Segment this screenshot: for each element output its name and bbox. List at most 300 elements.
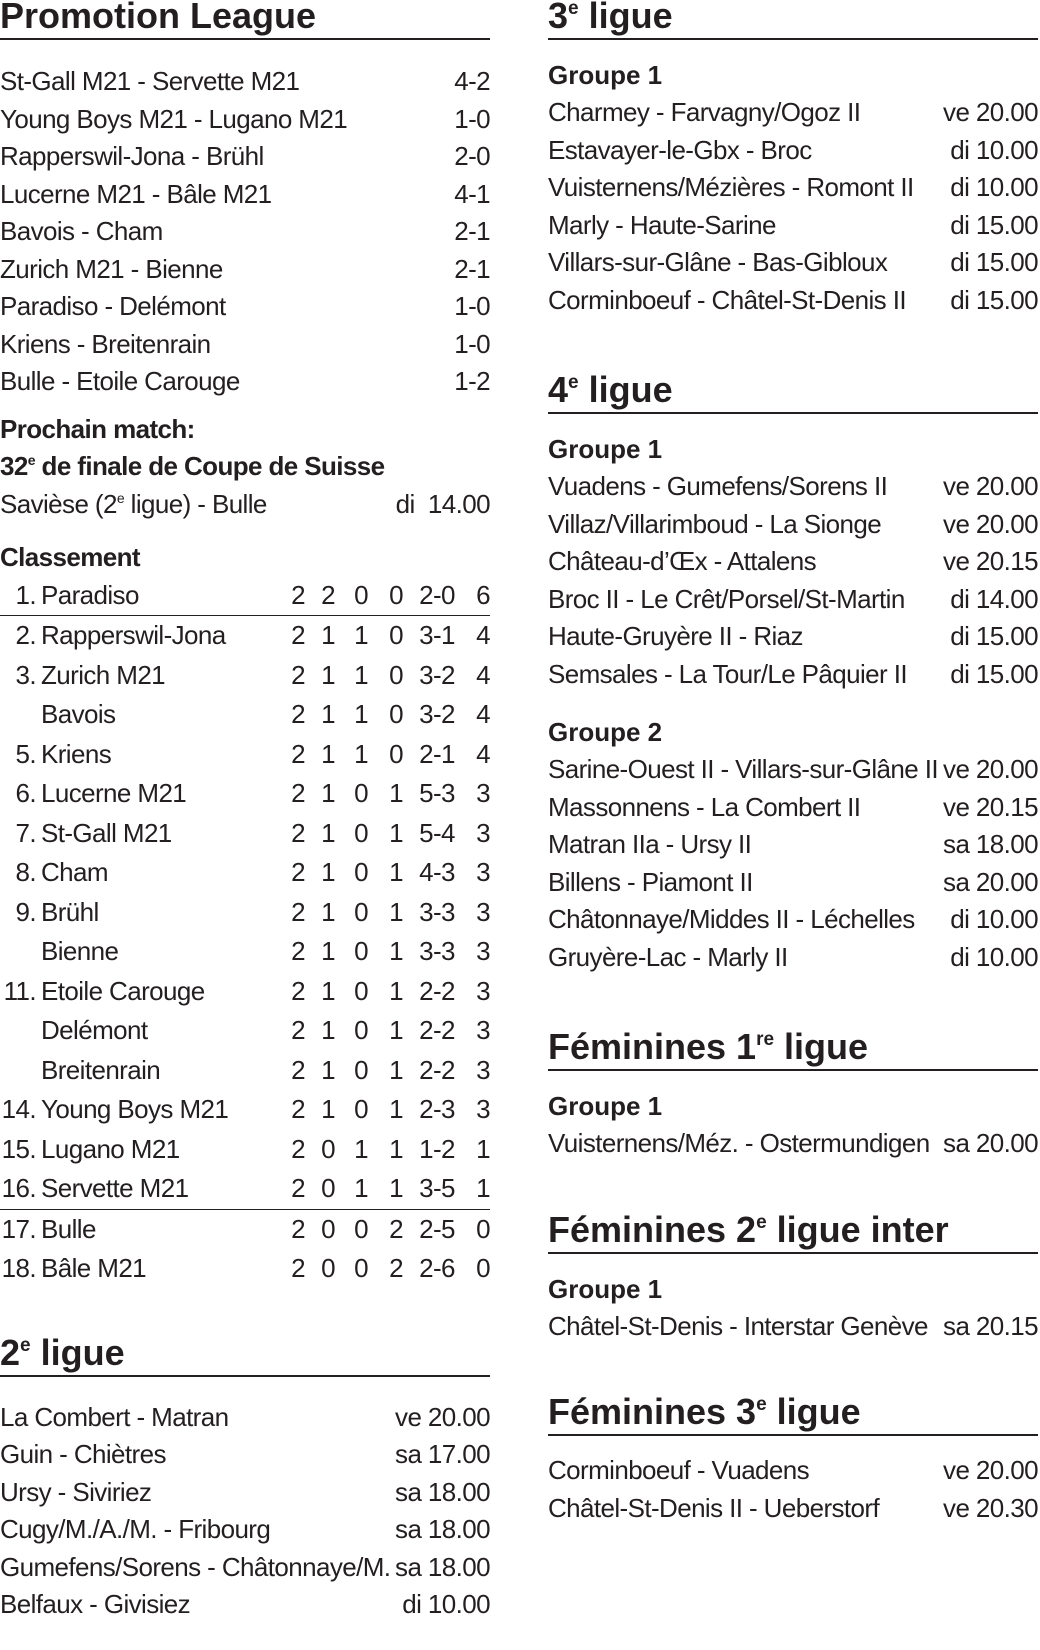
standings-p: 2 — [291, 620, 305, 650]
standings-team: Breitenrain — [41, 1054, 161, 1085]
standings-row — [0, 893, 490, 933]
standings-d: 0 — [354, 1094, 368, 1124]
standings-p: 2 — [291, 1015, 305, 1045]
standings-row — [0, 656, 490, 696]
match-teams: Sarine-Ouest II - Villars-sur-Glâne II — [548, 754, 938, 784]
standings-g: 2-2 — [419, 1015, 455, 1045]
match-teams: Estavayer-le-Gbx - Broc — [548, 134, 812, 165]
ligue4-rest: ligue — [578, 369, 673, 410]
standings-rank: 16. — [1, 1173, 36, 1203]
standings-d: 1 — [354, 620, 368, 650]
cup-ordinal: 32 — [0, 451, 28, 481]
standings-rank: 2. — [15, 620, 36, 650]
ligue3-title — [548, 0, 1038, 40]
match-row — [548, 282, 1038, 320]
match-teams: Matran IIa - Ursy II — [548, 829, 752, 859]
standings-p: 2 — [291, 659, 305, 690]
standings-w: 1 — [321, 896, 335, 927]
standings-rank: 17. — [1, 1213, 36, 1244]
promotion-league-results — [0, 63, 490, 401]
standings-l: 2 — [389, 1253, 403, 1283]
standings-pts: 4 — [476, 659, 490, 690]
standings-rank: 11. — [3, 975, 36, 1006]
match-time: di 10.00 — [950, 134, 1038, 165]
standings-d: 1 — [354, 1133, 368, 1164]
standings-team: Brühl — [41, 896, 99, 927]
standings-p: 2 — [291, 1213, 305, 1244]
standings-pts: 4 — [476, 620, 490, 650]
fem3-rest: ligue — [766, 1391, 861, 1432]
match-row — [0, 1549, 490, 1587]
fem2-matches — [548, 1308, 1038, 1346]
standings-g: 2-3 — [419, 1094, 455, 1124]
match-row — [548, 789, 1038, 827]
standings-w: 0 — [321, 1133, 335, 1164]
ligue2-num: 2 — [0, 1331, 21, 1373]
match-time: ve 20.00 — [943, 754, 1038, 784]
match-teams: Châtel-St-Denis - Interstar Genève — [548, 1310, 928, 1341]
fem1-title — [548, 1027, 1038, 1071]
match-row — [0, 363, 490, 401]
standings-team: Cham — [41, 857, 108, 887]
fem3-pre: Féminines 3 — [548, 1391, 757, 1432]
match-teams: Young Boys M21 - Lugano M21 — [0, 103, 348, 134]
standings-g: 5-3 — [419, 778, 455, 808]
ligue2-sup: e — [20, 1334, 31, 1356]
standings-rank: 1. — [15, 579, 36, 610]
standings-row — [0, 853, 490, 893]
standings-w: 1 — [321, 975, 335, 1006]
standings-rank: 9. — [15, 896, 36, 927]
match-row — [0, 63, 490, 101]
match-row — [0, 1474, 490, 1512]
standings-row — [0, 972, 490, 1012]
standings-d: 1 — [354, 738, 368, 769]
standings-l: 0 — [389, 738, 403, 769]
match-teams: Guin - Chiètres — [0, 1439, 166, 1469]
standings-pts: 3 — [476, 975, 490, 1006]
match-row — [548, 244, 1038, 282]
match-row — [0, 1511, 490, 1549]
promotion-league-title — [0, 0, 490, 40]
next-team-sup: e — [116, 489, 125, 506]
standings-g: 3-2 — [419, 659, 455, 690]
match-teams: Gumefens/Sorens - Châtonnaye/M. — [0, 1551, 391, 1582]
standings-team: Zurich M21 — [41, 659, 166, 690]
match-teams: Marly - Haute-Sarine — [548, 209, 776, 240]
standings-w: 1 — [321, 738, 335, 769]
standings-p: 2 — [291, 738, 305, 769]
match-time: sa 18.00 — [395, 1476, 490, 1507]
match-row — [548, 132, 1038, 170]
match-row — [548, 751, 1038, 789]
next-team-b: ligue) - Bulle — [124, 488, 267, 519]
standings-p: 2 — [291, 1253, 305, 1283]
standings-row — [0, 814, 490, 854]
match-time: di 15.00 — [950, 284, 1038, 315]
standings-p: 2 — [291, 857, 305, 887]
standings-w: 0 — [321, 1253, 335, 1283]
standings-d: 0 — [354, 1213, 368, 1244]
standings-l: 1 — [389, 1015, 403, 1045]
standings-p: 2 — [291, 936, 305, 966]
standings-g: 4-3 — [419, 857, 455, 887]
standings-l: 1 — [389, 1094, 403, 1124]
ligue4-sup: e — [568, 372, 579, 393]
standings-g: 2-5 — [419, 1213, 455, 1244]
match-time: di 10.00 — [950, 904, 1038, 934]
standings-row — [0, 932, 490, 972]
standings-g: 3-1 — [419, 620, 455, 650]
ligue3-sup: e — [568, 0, 579, 19]
match-row — [548, 1452, 1038, 1490]
standings-pts: 0 — [476, 1213, 490, 1244]
ligue3-matches — [548, 94, 1038, 319]
match-teams: Lucerne M21 - Bâle M21 — [0, 178, 272, 209]
standings-pts: 1 — [476, 1133, 490, 1164]
match-teams: Kriens - Breitenrain — [0, 328, 211, 359]
standings-w: 1 — [321, 857, 335, 887]
standings-g: 1-2 — [419, 1133, 455, 1164]
match-time: di 15.00 — [950, 247, 1038, 277]
match-row — [548, 939, 1038, 977]
match-time: di 15.00 — [950, 658, 1038, 689]
left-column — [0, 0, 490, 1624]
ligue4-group2-matches — [548, 751, 1038, 976]
standings-g: 5-4 — [419, 817, 455, 848]
match-score: 2-1 — [454, 253, 490, 284]
match-row — [0, 213, 490, 251]
match-teams: Belfaux - Givisiez — [0, 1589, 191, 1619]
ligue2-rest: ligue — [30, 1331, 125, 1373]
fem1-group-heading: Groupe 1 — [548, 1091, 663, 1121]
standings-pts: 3 — [476, 1094, 490, 1124]
ligue4-num: 4 — [548, 369, 569, 410]
standings-p: 2 — [291, 1054, 305, 1085]
next-match-time: di 14.00 — [395, 488, 490, 519]
standings-l: 1 — [389, 857, 403, 887]
match-teams: Château-d’Œx - Attalens — [548, 546, 817, 576]
standings-g: 2-6 — [419, 1253, 455, 1283]
standings-row — [0, 1249, 490, 1289]
standings-g: 3-2 — [419, 699, 455, 729]
next-match-teams — [0, 486, 267, 524]
match-time: di 10.00 — [950, 172, 1038, 202]
standings-rank: 6. — [15, 778, 36, 808]
standings-l: 0 — [389, 579, 403, 610]
standings-d: 0 — [354, 1054, 368, 1085]
match-score: 2-0 — [454, 141, 490, 171]
ligue4-group1-heading: Groupe 1 — [548, 434, 663, 464]
standings-row — [0, 735, 490, 775]
standings-pts: 3 — [476, 817, 490, 848]
match-time: sa 17.00 — [395, 1439, 490, 1469]
standings-pts: 3 — [476, 936, 490, 966]
standings-p: 2 — [291, 1133, 305, 1164]
ligue3-rest: ligue — [578, 0, 673, 36]
standings-d: 0 — [354, 1015, 368, 1045]
match-teams: Gruyère-Lac - Marly II — [548, 941, 788, 972]
match-score: 1-0 — [454, 291, 490, 321]
match-row — [0, 101, 490, 139]
fem1-pre: Féminines 1 — [548, 1026, 757, 1067]
standings-d: 0 — [354, 896, 368, 927]
standings-p: 2 — [291, 699, 305, 729]
match-teams: Cugy/M./A./M. - Fribourg — [0, 1514, 271, 1544]
match-row — [548, 826, 1038, 864]
match-row — [0, 288, 490, 326]
standings-w: 0 — [321, 1173, 335, 1203]
match-time: ve 20.00 — [943, 508, 1038, 539]
ligue4-group1-matches — [548, 468, 1038, 693]
standings-row — [0, 1210, 490, 1250]
standings-d: 1 — [354, 699, 368, 729]
fem2-title — [548, 1210, 1038, 1254]
match-time: di 15.00 — [950, 621, 1038, 651]
standings-l: 1 — [389, 817, 403, 848]
standings-table — [0, 576, 490, 1289]
standings-rank: 15. — [1, 1133, 36, 1164]
standings-row — [0, 695, 490, 735]
match-time: sa 20.00 — [943, 1128, 1038, 1158]
standings-label: Classement — [0, 542, 140, 572]
match-row — [0, 1436, 490, 1474]
match-time: ve 20.00 — [943, 471, 1038, 501]
match-teams: Broc II - Le Crêt/Porsel/St-Martin — [548, 583, 905, 614]
match-teams: Châtel-St-Denis II - Ueberstorf — [548, 1492, 880, 1523]
match-time: sa 20.00 — [943, 866, 1038, 897]
standings-team: Young Boys M21 — [41, 1094, 229, 1124]
promotion-league-title-text: Promotion League — [0, 0, 317, 36]
match-row — [548, 94, 1038, 132]
standings-team: Bulle — [41, 1213, 96, 1244]
match-teams: Semsales - La Tour/Le Pâquier II — [548, 658, 907, 689]
standings-g: 3-3 — [419, 936, 455, 966]
standings-l: 1 — [389, 1054, 403, 1085]
standings-row — [0, 1090, 490, 1130]
standings-pts: 1 — [476, 1173, 490, 1203]
standings-rank: 5. — [15, 738, 36, 769]
match-score: 1-2 — [454, 366, 490, 396]
ligue4-group2-heading: Groupe 2 — [548, 717, 663, 747]
match-teams: Bavois - Cham — [0, 216, 163, 246]
standings-w: 2 — [321, 579, 335, 610]
match-row — [0, 138, 490, 176]
standings-row — [0, 1011, 490, 1051]
match-teams: Rapperswil-Jona - Brühl — [0, 141, 264, 171]
match-row — [548, 543, 1038, 581]
cup-round-heading — [0, 448, 490, 486]
standings-w: 1 — [321, 699, 335, 729]
match-teams: Corminboeuf - Vuadens — [548, 1455, 810, 1485]
match-teams: Vuadens - Gumefens/Sorens II — [548, 471, 888, 501]
match-teams: Paradiso - Delémont — [0, 291, 226, 321]
match-row — [548, 901, 1038, 939]
standings-w: 1 — [321, 1015, 335, 1045]
fem3-matches — [548, 1452, 1038, 1527]
match-time: ve 20.00 — [943, 97, 1038, 127]
standings-team: Rapperswil-Jona — [41, 620, 226, 650]
match-row — [548, 618, 1038, 656]
match-teams: Corminboeuf - Châtel-St-Denis II — [548, 284, 906, 315]
standings-l: 0 — [389, 620, 403, 650]
standings-w: 0 — [321, 1213, 335, 1244]
standings-p: 2 — [291, 817, 305, 848]
standings-team: St-Gall M21 — [41, 817, 172, 848]
standings-l: 1 — [389, 1133, 403, 1164]
match-time: sa 20.15 — [943, 1310, 1038, 1341]
standings-p: 2 — [291, 1173, 305, 1203]
standings-l: 1 — [389, 936, 403, 966]
match-score: 1-0 — [454, 103, 490, 134]
match-teams: Haute-Gruyère II - Riaz — [548, 621, 803, 651]
standings-d: 1 — [354, 1173, 368, 1203]
match-teams: Charmey - Farvagny/Ogoz II — [548, 97, 861, 127]
match-row — [0, 1399, 490, 1437]
standings-pts: 0 — [476, 1253, 490, 1283]
match-time: sa 18.00 — [943, 829, 1038, 859]
match-time: sa 18.00 — [395, 1551, 490, 1582]
standings-d: 0 — [354, 1253, 368, 1283]
match-teams: Massonnens - La Combert II — [548, 791, 861, 822]
match-teams: Ursy - Siviriez — [0, 1476, 152, 1507]
match-row — [548, 1308, 1038, 1346]
match-time: ve 20.30 — [943, 1492, 1038, 1523]
cup-text: de finale de Coupe de Suisse — [34, 451, 385, 481]
match-score: 1-0 — [454, 328, 490, 359]
standings-pts: 4 — [476, 738, 490, 769]
match-teams: Villars-sur-Glâne - Bas-Gibloux — [548, 247, 888, 277]
ligue4-title — [548, 370, 1038, 414]
standings-pts: 4 — [476, 699, 490, 729]
cup-ordinal-sup: e — [27, 452, 35, 468]
standings-d: 1 — [354, 659, 368, 690]
match-time: sa 18.00 — [395, 1514, 490, 1544]
standings-l: 1 — [389, 778, 403, 808]
standings-w: 1 — [321, 1094, 335, 1124]
match-time: ve 20.15 — [943, 791, 1038, 822]
match-row — [548, 581, 1038, 619]
match-time: di 10.00 — [950, 941, 1038, 972]
standings-pts: 3 — [476, 1015, 490, 1045]
standings-g: 2-1 — [419, 738, 455, 769]
standings-d: 0 — [354, 817, 368, 848]
match-row — [548, 207, 1038, 245]
next-team-a: Savièse (2 — [0, 488, 117, 519]
standings-team: Bavois — [41, 699, 116, 729]
standings-row — [0, 1130, 490, 1170]
standings-team: Delémont — [41, 1015, 148, 1045]
match-time: ve 20.00 — [943, 1455, 1038, 1485]
standings-w: 1 — [321, 936, 335, 966]
match-time: ve 20.15 — [943, 546, 1038, 576]
fem2-group-heading: Groupe 1 — [548, 1273, 663, 1304]
standings-pts: 6 — [476, 579, 490, 610]
standings-row — [0, 576, 490, 617]
standings-rank: 7. — [15, 817, 36, 848]
standings-g: 2-2 — [419, 1054, 455, 1085]
match-row — [0, 251, 490, 289]
standings-l: 0 — [389, 659, 403, 690]
standings-p: 2 — [291, 1094, 305, 1124]
match-time: ve 20.00 — [395, 1401, 490, 1432]
fem1-matches — [548, 1125, 1038, 1163]
standings-team: Bâle M21 — [41, 1253, 147, 1283]
match-row — [548, 1490, 1038, 1528]
match-row — [0, 326, 490, 364]
match-row — [548, 468, 1038, 506]
next-match-row — [0, 486, 490, 524]
standings-rank: 18. — [1, 1253, 36, 1283]
right-column — [548, 0, 1038, 1527]
standings-w: 1 — [321, 1054, 335, 1085]
standings-d: 0 — [354, 579, 368, 610]
standings-row — [0, 1169, 490, 1210]
match-teams: Bulle - Etoile Carouge — [0, 366, 240, 396]
match-time: di 15.00 — [950, 209, 1038, 240]
ligue3-group-heading: Groupe 1 — [548, 60, 663, 90]
standings-d: 0 — [354, 778, 368, 808]
standings-rank: 8. — [15, 857, 36, 887]
match-teams: Zurich M21 - Bienne — [0, 253, 223, 284]
match-time: di 10.00 — [402, 1589, 490, 1619]
match-teams: Billens - Piamont II — [548, 866, 753, 897]
standings-rank: 3. — [15, 659, 36, 690]
match-row — [548, 656, 1038, 694]
standings-team: Lugano M21 — [41, 1133, 180, 1164]
standings-g: 3-3 — [419, 896, 455, 927]
standings-team: Servette M21 — [41, 1173, 189, 1203]
standings-l: 1 — [389, 1173, 403, 1203]
standings-pts: 3 — [476, 778, 490, 808]
ligue2-matches — [0, 1399, 490, 1624]
standings-pts: 3 — [476, 1054, 490, 1085]
standings-w: 1 — [321, 620, 335, 650]
standings-row — [0, 774, 490, 814]
standings-pts: 3 — [476, 857, 490, 887]
standings-l: 1 — [389, 975, 403, 1006]
standings-g: 3-5 — [419, 1173, 455, 1203]
match-teams: St-Gall M21 - Servette M21 — [0, 66, 300, 96]
standings-p: 2 — [291, 896, 305, 927]
standings-p: 2 — [291, 975, 305, 1006]
fem3-title — [548, 1392, 1038, 1436]
match-row — [548, 506, 1038, 544]
ligue3-num: 3 — [548, 0, 569, 36]
next-match-label: Prochain match: — [0, 413, 195, 444]
match-teams: La Combert - Matran — [0, 1401, 229, 1432]
standings-p: 2 — [291, 778, 305, 808]
standings-team: Paradiso — [41, 579, 139, 610]
fem2-sup: e — [756, 1211, 767, 1233]
fem1-sup: re — [756, 1029, 775, 1050]
ligue2-title — [0, 1333, 490, 1377]
match-teams: Villaz/Villarimboud - La Sionge — [548, 508, 882, 539]
standings-w: 1 — [321, 778, 335, 808]
match-row — [0, 176, 490, 214]
fem1-rest: ligue — [774, 1026, 869, 1067]
fem2-rest: ligue inter — [766, 1208, 949, 1250]
standings-pts: 3 — [476, 896, 490, 927]
standings-team: Etoile Carouge — [41, 975, 205, 1006]
standings-l: 2 — [389, 1213, 403, 1244]
standings-l: 1 — [389, 896, 403, 927]
match-teams: Vuisternens/Mézières - Romont II — [548, 172, 914, 202]
match-teams: Châtonnaye/Middes II - Léchelles — [548, 904, 915, 934]
standings-l: 0 — [389, 699, 403, 729]
standings-w: 1 — [321, 817, 335, 848]
standings-d: 0 — [354, 936, 368, 966]
